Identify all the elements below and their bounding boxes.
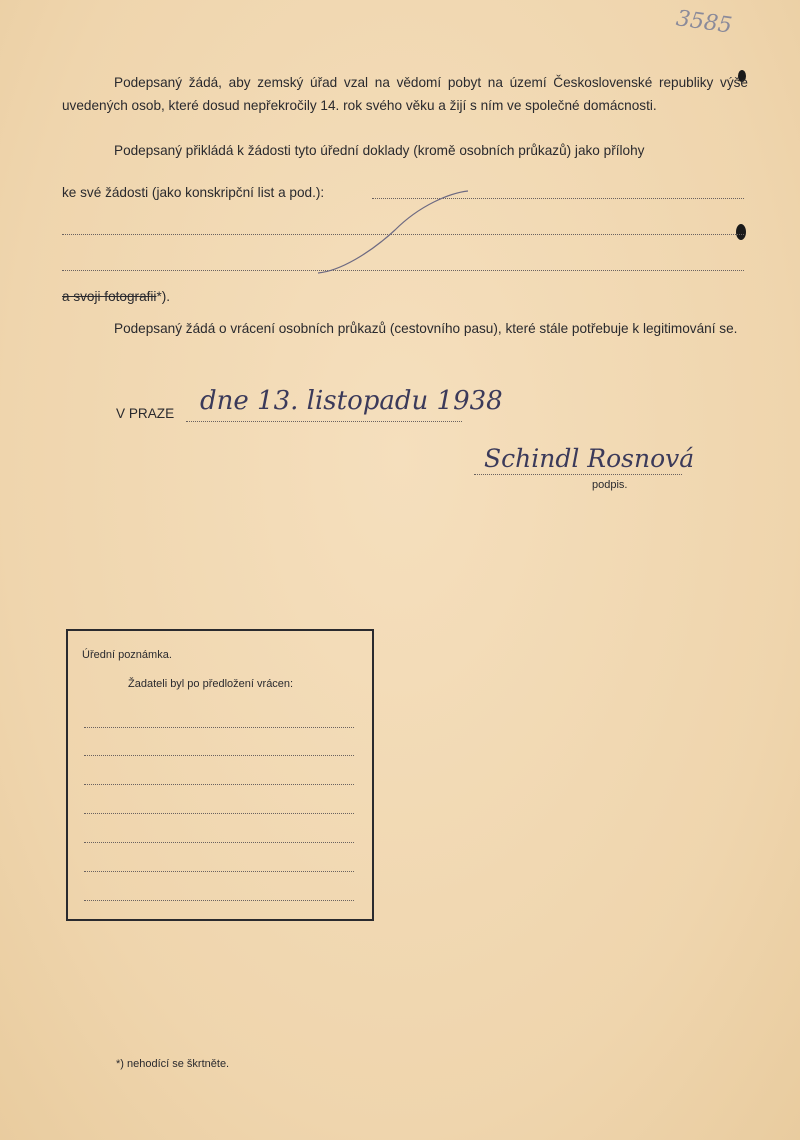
archive-number: 3585 — [674, 6, 734, 39]
bleed-through-text — [150, 588, 650, 602]
place-label: V PRAZE — [116, 406, 175, 421]
signature-label: podpis. — [592, 479, 628, 491]
official-note-title: Úřední poznámka. — [82, 649, 172, 661]
note-line — [84, 755, 354, 756]
attachments-line2: ke své žádosti (jako konskripční list a pod.): — [62, 185, 325, 200]
return-documents-paragraph: Podepsaný žádá o vrácení osobních průkazů (cestovního pasu), které stále potřebuje k legitimování se. — [114, 321, 738, 336]
official-note-subtitle: Žadateli byl po předložení vrácen: — [128, 678, 294, 690]
signature-dotted-line — [474, 474, 682, 475]
photo-line — [62, 289, 170, 304]
photo-struck-text: a svoji fotografii — [62, 289, 157, 304]
date-handwritten: dne 13. listopadu 1938 — [200, 386, 503, 416]
note-line — [84, 813, 354, 814]
note-line — [84, 842, 354, 843]
footnote: *) nehodící se škrtněte. — [116, 1058, 230, 1070]
residence-paragraph: Podepsaný žádá, aby zemský úřad vzal na vědomí pobyt na území Československé republiky výše uvedených osob, které dosud nepřekročily 14. rok svého věku a žijí s ním ve společné domácnosti. — [62, 75, 748, 113]
note-line — [84, 727, 354, 728]
note-line — [84, 871, 354, 872]
cross-out-stroke — [300, 185, 480, 280]
attachments-paragraph: Podepsaný přikládá k žádosti tyto úřední doklady (kromě osobních průkazů) jako přílohy — [114, 143, 645, 158]
official-note-box — [66, 629, 374, 921]
note-line — [84, 900, 354, 901]
note-line — [84, 784, 354, 785]
signature-handwritten: Schindl Rosnová — [484, 444, 695, 473]
date-dotted-line — [186, 421, 462, 422]
punch-mark-middle — [736, 224, 746, 240]
photo-footnote-ref: *). — [156, 289, 171, 304]
